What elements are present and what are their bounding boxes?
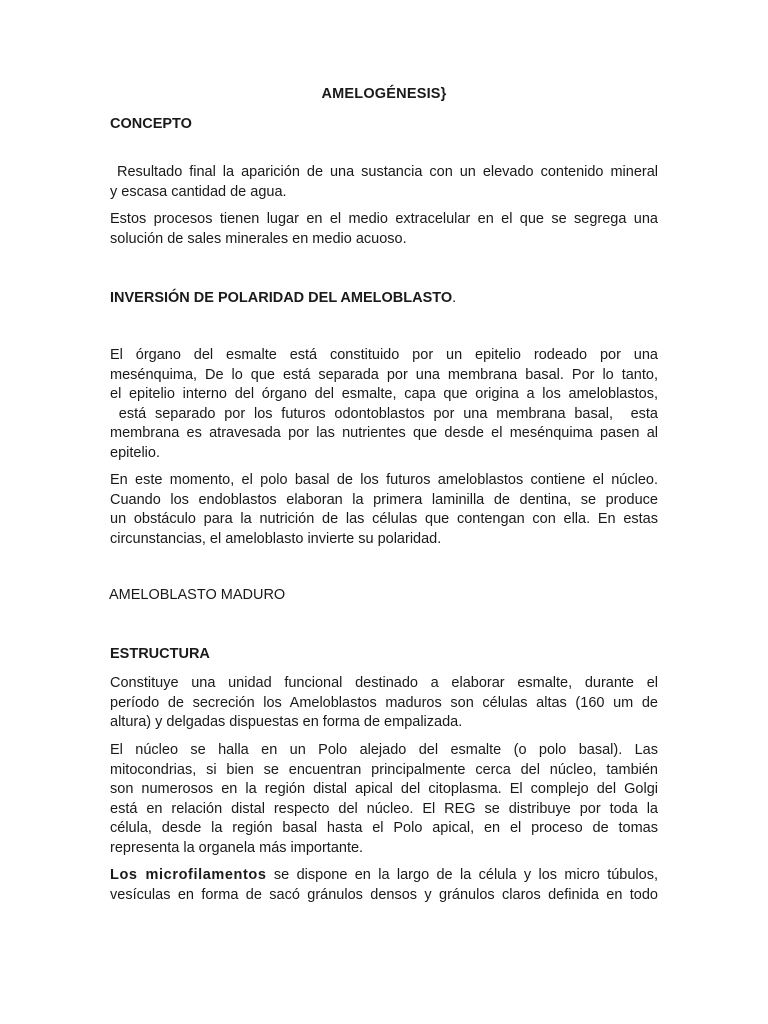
- text-line: y escasa cantidad de agua.: [110, 183, 287, 200]
- text-fragment: se dispone en la largo de la célula y los micro túbulos,: [266, 867, 658, 883]
- paragraph-estructura-1: [110, 674, 658, 733]
- paragraph-estructura-2: [110, 741, 658, 858]
- text-line: membrana es atravesada por las nutrientes que desde el mesénquima pasen al: [110, 425, 658, 441]
- paragraph-concepto-1: [110, 163, 658, 202]
- text-line: Cuando los endoblastos elaboran la primera laminilla de dentina, se produce: [110, 491, 658, 508]
- text-line: altura) y delgadas dispuestas en forma de empalizada.: [110, 714, 463, 730]
- text-line: epitelio.: [110, 444, 160, 461]
- heading-inversion: [110, 290, 456, 306]
- text-line: mesénquima, De lo que está separada por una membrana basal. Por lo tanto,: [110, 366, 658, 383]
- text-line: En este momento, el polo basal de los futuros ameloblastos contiene el núcleo.: [110, 472, 658, 488]
- text-line: son numerosos en la región distal apical del citoplasma. El complejo del Golgi: [110, 781, 658, 797]
- text-line: Constituye una unidad funcional destinado a elaborar esmalte, durante el: [110, 675, 658, 691]
- text-line: está separado por los futuros odontoblastos por una membrana basal, esta: [110, 405, 658, 422]
- heading-ameloblasto-maduro: AMELOBLASTO MADURO: [109, 587, 286, 603]
- text-line: solución de sales minerales en medio acuoso.: [110, 230, 407, 247]
- text-line: circunstancias, el ameloblasto invierte su polaridad.: [110, 530, 442, 547]
- paragraph-inversion-2: [110, 471, 658, 549]
- paragraph-inversion-1: [110, 346, 658, 463]
- text-line: representa la organela más importante.: [110, 839, 364, 856]
- text-line: período de secreción los Ameloblastos maduros son células altas (160 um de: [110, 694, 658, 711]
- text-line: El núcleo se halla en un Polo alejado del esmalte (o polo basal). Las: [110, 742, 658, 758]
- text-line: célula, desde la región basal hasta el Polo apical, en el proceso de tomas: [110, 820, 658, 836]
- text-line: el epitelio interno del órgano del esmalte, capa que origina a los ameloblastos,: [110, 386, 658, 402]
- text-line: Resultado final la aparición de una sustancia con un elevado contenido mineral: [110, 164, 658, 180]
- heading-inversion-suffix: .: [452, 290, 457, 306]
- paragraph-estructura-3: [110, 866, 658, 905]
- heading-inversion-text: INVERSIÓN DE POLARIDAD DEL AMELOBLASTO: [110, 290, 453, 306]
- text-line: vesículas en forma de sacó gránulos densos y gránulos claros definida en todo: [110, 886, 658, 903]
- heading-concepto: CONCEPTO: [110, 116, 192, 132]
- text-line: está en relación distal respecto del núcleo. El REG se distribuye por toda la: [110, 800, 658, 817]
- heading-estructura: ESTRUCTURA: [110, 646, 210, 662]
- bold-term-microfilamentos: Los microfilamentos: [110, 867, 267, 883]
- text-line: [110, 866, 658, 886]
- document-title: AMELOGÉNESIS}: [321, 86, 447, 102]
- text-line: Estos procesos tienen lugar en el medio extracelular en el que se segrega una: [110, 211, 658, 227]
- paragraph-concepto-2: [110, 210, 658, 249]
- text-line: El órgano del esmalte está constituido por un epitelio rodeado por una: [110, 347, 658, 363]
- text-line: un obstáculo para la nutrición de las células que contengan con ella. En estas: [110, 511, 658, 527]
- text-line: mitocondrias, si bien se encuentran principalmente cerca del núcleo, también: [110, 761, 658, 778]
